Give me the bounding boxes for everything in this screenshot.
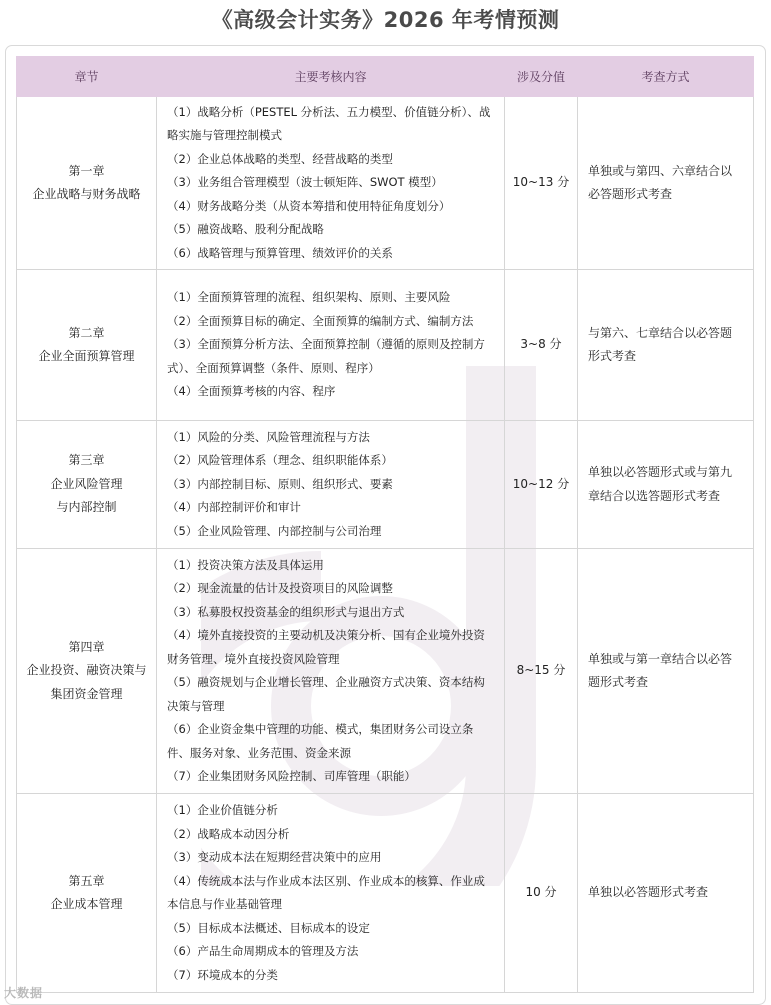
content-item: （7）企业集团财务风险控制、司库管理（职能） <box>167 769 416 783</box>
table-row <box>17 270 754 421</box>
page-title: 《高级会计实务》2026 年考情预测 <box>211 8 560 32</box>
chapter-number: 第三章 <box>68 453 105 468</box>
content-item: （6）产品生命周期成本的管理及方法 <box>167 944 359 958</box>
chapter-title: 企业风险管理与内部控制 <box>50 476 123 515</box>
content-item: （2）全面预算目标的确定、全面预算的编制方式、编制方法 <box>167 313 474 328</box>
content-item: （1）企业价值链分析 <box>167 803 278 817</box>
header-content: 主要考核内容 <box>157 57 505 97</box>
content-item: （1）战略分析（PESTEL 分析法、五力模型、价值链分析）、战略实施与管理控制模式 <box>167 104 491 143</box>
chapter-number: 第五章 <box>68 873 105 888</box>
chapter-number: 第二章 <box>68 325 105 340</box>
exam-forecast-table <box>16 56 754 993</box>
score-cell: 10~12 分 <box>505 421 578 549</box>
brand-logo <box>4 984 43 1001</box>
score-cell: 3~8 分 <box>505 270 578 421</box>
method-cell: 单独或与第四、六章结合以必答题形式考查 <box>578 97 754 270</box>
table-row <box>17 421 754 549</box>
chapter-title: 企业全面预算管理 <box>38 349 135 363</box>
chapter-cell <box>17 549 157 794</box>
content-item: （2）风险管理体系（理念、组织职能体系） <box>167 453 393 468</box>
chapter-cell <box>17 97 157 270</box>
content-item: （5）融资战略、股利分配战略 <box>167 222 324 237</box>
chapter-cell <box>17 794 157 993</box>
method-cell: 单独以必答题形式或与第九章结合以选答题形式考查 <box>578 421 754 549</box>
content-item: （5）融资规划与企业增长管理、企业融资方式决策、资本结构决策与管理 <box>167 675 485 713</box>
content-item: （2）现金流量的估计及投资项目的风险调整 <box>167 581 393 595</box>
content-item: （3）内部控制目标、原则、组织形式、要素 <box>167 476 393 491</box>
chapter-title: 企业投资、融资决策与集团资金管理 <box>26 663 147 701</box>
content-item: （1）风险的分类、风险管理流程与方法 <box>167 429 370 444</box>
table-card <box>5 45 766 1005</box>
table-row <box>17 549 754 794</box>
chapter-number: 第四章 <box>68 639 105 654</box>
content-item: （1）投资决策方法及具体运用 <box>167 557 324 572</box>
content-item: （5）目标成本法概述、目标成本的设定 <box>167 920 370 935</box>
header-score: 涉及分值 <box>505 57 578 97</box>
chapter-title: 企业战略与财务战略 <box>32 187 141 201</box>
content-cell <box>157 549 505 794</box>
method-cell: 与第六、七章结合以必答题形式考查 <box>578 270 754 421</box>
header-chapter: 章节 <box>17 57 157 97</box>
method-cell: 单独以必答题形式考查 <box>578 794 754 993</box>
content-item: （4）财务战略分类（从资本筹措和使用特征角度划分） <box>167 198 451 213</box>
table-header-row <box>17 57 754 97</box>
header-method: 考查方式 <box>578 57 754 97</box>
chapter-cell <box>17 421 157 549</box>
content-item: （7）环境成本的分类 <box>167 967 278 982</box>
score-cell: 8~15 分 <box>505 549 578 794</box>
content-item: （1）全面预算管理的流程、组织架构、原则、主要风险 <box>167 290 451 305</box>
content-cell <box>157 97 505 270</box>
content-item: （4）传统成本法与作业成本法区别、作业成本的核算、作业成本信息与作业基础管理 <box>167 873 485 911</box>
score-cell: 10~13 分 <box>505 97 578 270</box>
content-item: （3）全面预算分析方法、全面预算控制（遵循的原则及控制方式）、全面预算调整（条件、原则、程序） <box>167 337 485 375</box>
table-row <box>17 97 754 270</box>
content-item: （2）战略成本动因分析 <box>167 826 290 841</box>
content-item: （3）变动成本法在短期经营决策中的应用 <box>167 850 382 864</box>
score-cell: 10 分 <box>505 794 578 993</box>
chapter-title: 企业成本管理 <box>50 897 123 911</box>
content-item: （6）战略管理与预算管理、绩效评价的关系 <box>167 245 393 260</box>
content-item: （6）企业资金集中管理的功能、模式，集团财务公司设立条件、服务对象、业务范围、资金来源 <box>167 722 474 760</box>
content-item: （4）境外直接投资的主要动机及决策分析、国有企业境外投资财务管理、境外直接投资风险管理 <box>167 628 485 666</box>
content-cell <box>157 794 505 993</box>
content-item: （4）全面预算考核的内容、程序 <box>167 384 336 399</box>
table-row <box>17 794 754 993</box>
content-item: （3）业务组合管理模型（波士顿矩阵、SWOT 模型） <box>167 175 443 190</box>
content-cell <box>157 270 505 421</box>
content-item: （4）内部控制评价和审计 <box>167 500 301 515</box>
content-cell <box>157 421 505 549</box>
method-cell: 单独或与第一章结合以必答题形式考查 <box>578 549 754 794</box>
content-item: （3）私募股权投资基金的组织形式与退出方式 <box>167 604 405 619</box>
chapter-cell <box>17 270 157 421</box>
chapter-number: 第一章 <box>68 163 105 178</box>
content-item: （5）企业风险管理、内部控制与公司治理 <box>167 523 382 538</box>
brand-logo-text: 大数据 <box>4 986 44 1000</box>
content-item: （2）企业总体战略的类型、经营战略的类型 <box>167 151 393 166</box>
